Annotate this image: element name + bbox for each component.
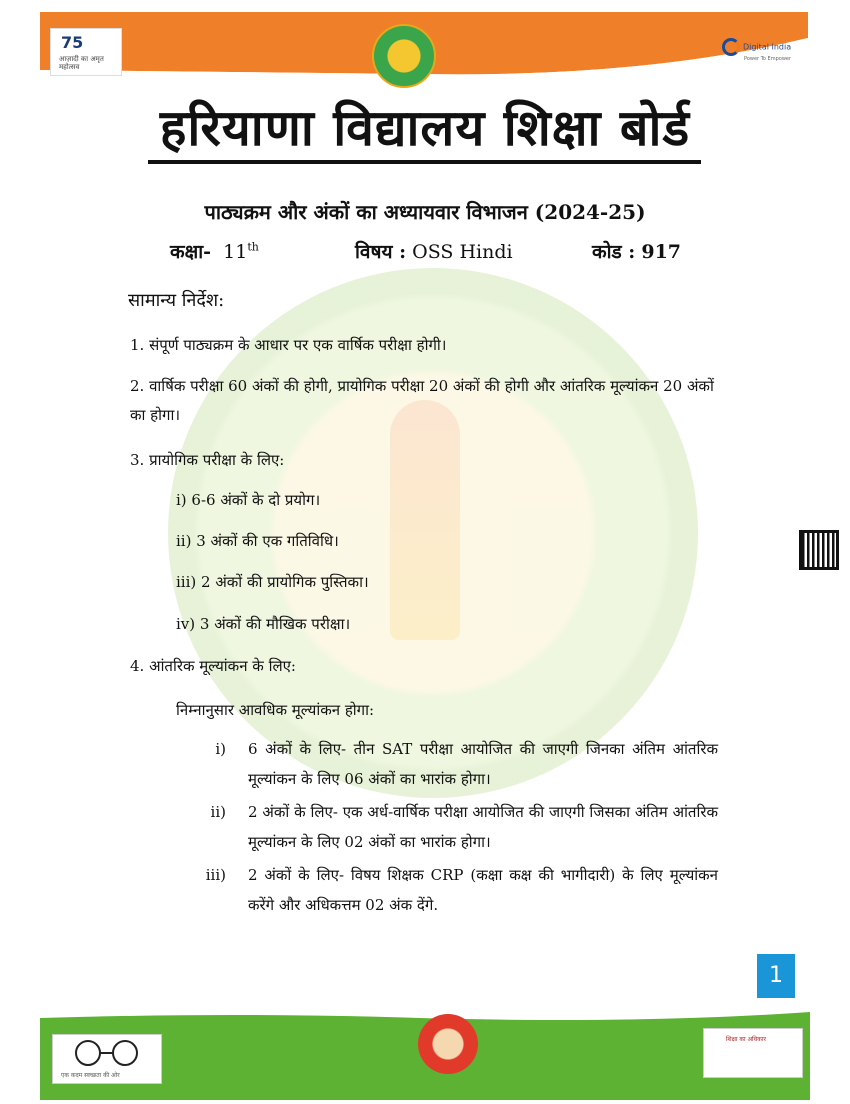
glasses-icon <box>53 1035 161 1069</box>
page-number: 1 <box>757 954 795 998</box>
list-item: i) 6-6 अंकों के दो प्रयोग। <box>176 491 321 509</box>
beti-bachao-logo-icon <box>418 1014 478 1074</box>
list-item: ii) 3 अंकों की एक गतिविधि। <box>176 532 339 550</box>
watermark-torch-icon <box>390 400 460 640</box>
general-instructions-heading: सामान्य निर्देश: <box>128 290 225 311</box>
list-item: iii) 2 अंकों के लिए- विषय शिक्षक CRP (कक्षा कक्ष की भागीदारी) के लिए मूल्यांकन करेंगे और अधिकत्तम 02 अंक देंगे. <box>205 866 718 914</box>
list-item: ii) 2 अंकों के लिए- एक अर्ध-वार्षिक परीक्षा आयोजित की जाएगी जिसका अंतिम आंतरिक मूल्यांकन के लिए 02 अंकों का भारांक होगा। <box>210 803 718 851</box>
board-emblem-icon <box>372 24 436 88</box>
page-subtitle: पाठ्यक्रम और अंकों का अध्यायवार विभाजन (2024-25) <box>204 200 646 224</box>
point-2: 2. वार्षिक परीक्षा 60 अंकों की होगी, प्रायोगिक परीक्षा 20 अंकों की होगी और आंतरिक मूल्यांकन 20 अंकों का होगा। <box>130 377 714 424</box>
qr-code-icon[interactable] <box>799 530 839 570</box>
azadi-ka-amrit-mahotsav-logo: 75 आज़ादी का अमृत महोत्सव <box>50 28 122 76</box>
list-item: iii) 2 अंकों की प्रायोगिक पुस्तिका। <box>176 573 369 591</box>
point-4-intro: निम्नानुसार आवधिक मूल्यांकन होगा: <box>176 701 375 719</box>
swachh-bharat-logo: एक कदम स्वच्छता की ओर <box>52 1034 162 1084</box>
digital-india-logo: Digital India Power To Empower <box>722 38 791 62</box>
class-info: कक्षा- 11th <box>170 240 259 263</box>
subject-info: विषय : OSS Hindi <box>355 241 513 263</box>
list-item: iv) 3 अंकों की मौखिक परीक्षा। <box>176 615 351 633</box>
point-4: 4. आंतरिक मूल्यांकन के लिए: <box>130 657 296 675</box>
digital-india-icon <box>722 38 740 56</box>
point-1: 1. संपूर्ण पाठ्यक्रम के आधार पर एक वार्षिक परीक्षा होगी। <box>130 336 447 354</box>
code-info: कोड : 917 <box>592 241 682 263</box>
page-title: हरियाणा विद्यालय शिक्षा बोर्ड <box>159 98 691 157</box>
title-underline <box>148 160 701 164</box>
list-item: i) 6 अंकों के लिए- तीन SAT परीक्षा आयोजित की जाएगी जिनका अंतिम आंतरिक मूल्यांकन के लिए 06 अंकों का भारांक होगा। <box>215 740 718 788</box>
right-to-education-logo: शिक्षा का अधिकार <box>703 1028 803 1078</box>
point-3: 3. प्रायोगिक परीक्षा के लिए: <box>130 451 285 469</box>
